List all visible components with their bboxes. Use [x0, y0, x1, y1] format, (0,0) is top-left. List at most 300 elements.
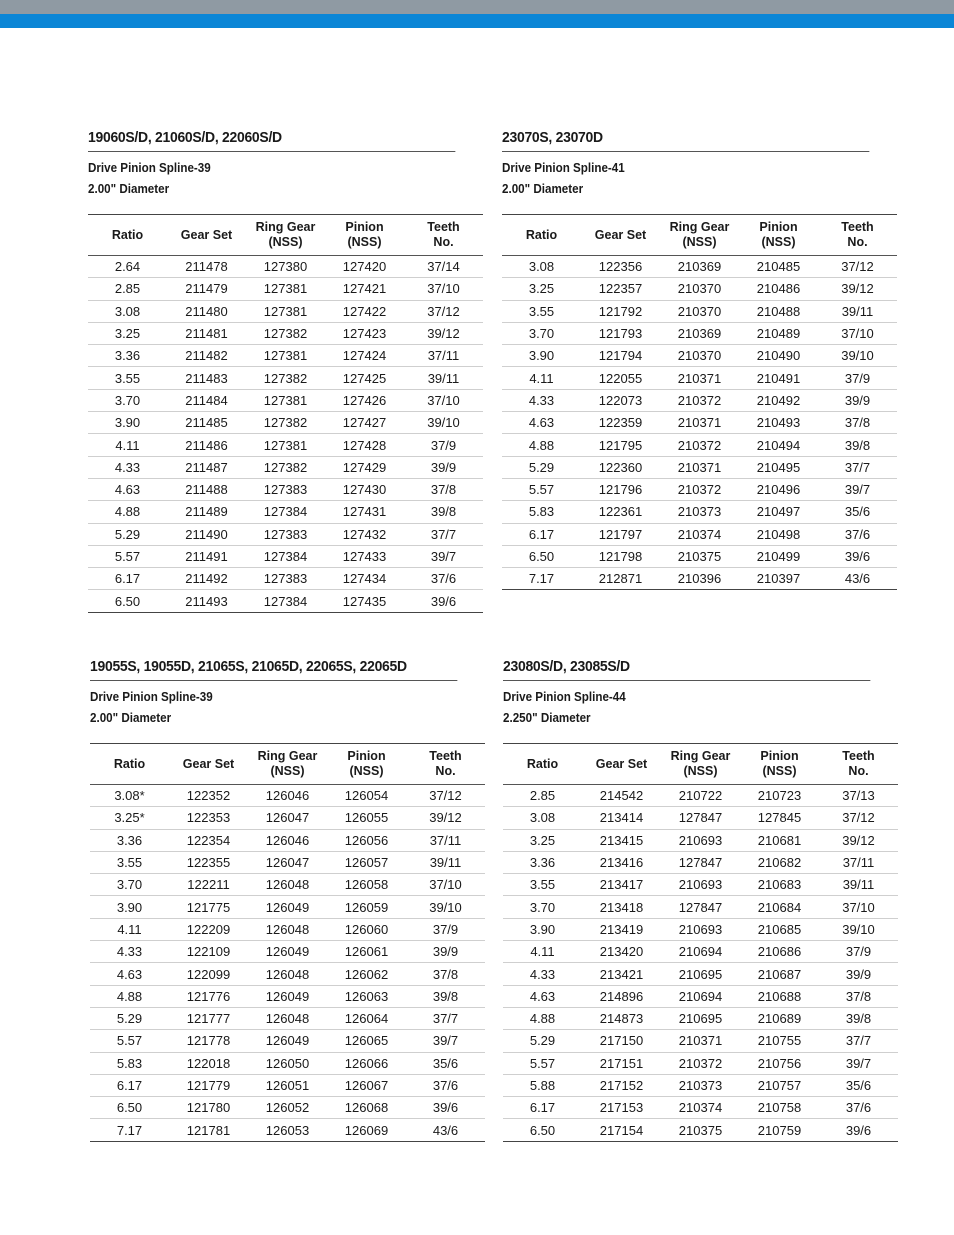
table-row [503, 985, 898, 1007]
table-row [90, 1007, 485, 1029]
gear-set-cell: 211479 [167, 278, 246, 300]
table-row [503, 829, 898, 851]
ring-gear-cell: 127384 [246, 545, 325, 567]
teeth-cell: 43/6 [432, 1122, 459, 1138]
teeth-cell: 37/7 [819, 1030, 898, 1052]
ring-gear-cell: 127384 [263, 593, 308, 609]
teeth-cell: 39/10 [404, 412, 483, 434]
ring-gear-cell: 210694 [661, 941, 740, 963]
spline-label: Drive Pinion Spline-41 [502, 161, 625, 175]
teeth-cell: 39/7 [818, 478, 897, 500]
table-row [502, 322, 897, 344]
table-row [502, 478, 897, 500]
table-row [90, 874, 485, 896]
gear-set-cell: 121797 [581, 523, 660, 545]
table-row [88, 389, 483, 411]
ring-gear-cell: 210693 [661, 918, 740, 940]
teeth-header: Teeth No. [819, 744, 898, 785]
table-row [502, 367, 897, 389]
ratio-cell: 3.90 [503, 918, 582, 940]
teeth-cell: 39/10 [818, 345, 897, 367]
pinion-cell: 210687 [740, 963, 819, 985]
teeth-cell: 37/6 [819, 1097, 898, 1119]
ratio-cell: 3.36 [503, 851, 582, 873]
ring-gear-cell: 127383 [246, 523, 325, 545]
ratio-cell: 3.36 [90, 829, 169, 851]
gear-set-cell: 122353 [169, 807, 248, 829]
gear-set-cell: 213416 [582, 851, 661, 873]
teeth-cell: 39/6 [845, 1122, 872, 1138]
section-title: 19060S/D, 21060S/D, 22060S/D [88, 127, 455, 152]
pinion-cell: 210684 [740, 896, 819, 918]
ratio-cell: 4.63 [88, 478, 167, 500]
table-row [502, 456, 897, 478]
gear-set-cell: 213414 [582, 807, 661, 829]
gear-set-cell: 122360 [581, 456, 660, 478]
gear-set-cell: 121792 [581, 300, 660, 322]
gear-section-1 [88, 127, 483, 613]
table-row [90, 1119, 485, 1141]
ratio-cell: 5.88 [503, 1074, 582, 1096]
ratio-cell: 4.88 [90, 985, 169, 1007]
ring-gear-cell: 210370 [660, 300, 739, 322]
pinion-cell: 210759 [757, 1122, 802, 1138]
table-row [502, 412, 897, 434]
gear-ratio-table [503, 743, 898, 1142]
table-row [88, 501, 483, 523]
ring-gear-cell: 210396 [677, 571, 722, 587]
table-row [88, 545, 483, 567]
table-row [88, 412, 483, 434]
table-row [88, 300, 483, 322]
ratio-cell: 4.11 [90, 918, 169, 940]
ring-gear-cell: 210369 [660, 256, 739, 278]
ring-gear-header: Ring Gear (NSS) [660, 215, 739, 256]
diameter-label: 2.00" Diameter [502, 182, 584, 196]
ring-gear-cell: 126048 [248, 963, 327, 985]
ring-gear-cell: 210371 [660, 456, 739, 478]
gear-set-cell: 211478 [167, 256, 246, 278]
pinion-cell: 127434 [325, 568, 404, 590]
teeth-cell: 37/7 [818, 456, 897, 478]
teeth-cell: 39/12 [406, 807, 485, 829]
ring-gear-cell: 126050 [248, 1052, 327, 1074]
gear-set-cell: 211491 [167, 545, 246, 567]
teeth-cell: 39/8 [819, 1007, 898, 1029]
table-row [503, 1074, 898, 1096]
teeth-cell: 37/8 [819, 985, 898, 1007]
ratio-cell: 5.29 [90, 1007, 169, 1029]
teeth-cell: 39/8 [404, 501, 483, 523]
gear-set-cell: 213415 [582, 829, 661, 851]
gear-set-cell: 122211 [169, 874, 248, 896]
ring-gear-cell: 126048 [248, 874, 327, 896]
ratio-header: Ratio [90, 744, 169, 785]
teeth-cell: 39/6 [406, 1097, 485, 1119]
ring-gear-cell: 210374 [660, 523, 739, 545]
ring-gear-cell: 126048 [248, 918, 327, 940]
teeth-cell: 39/8 [818, 434, 897, 456]
teeth-cell: 37/10 [818, 322, 897, 344]
ring-gear-cell: 126048 [248, 1007, 327, 1029]
table-row [90, 851, 485, 873]
teeth-cell: 39/9 [404, 456, 483, 478]
ratio-cell: 3.90 [502, 345, 581, 367]
ratio-cell: 6.17 [503, 1097, 582, 1119]
ratio-cell: 3.55 [503, 874, 582, 896]
table-header-row [503, 744, 898, 785]
pinion-cell: 127420 [325, 256, 404, 278]
ring-gear-cell: 127847 [661, 851, 740, 873]
teeth-cell: 37/6 [818, 523, 897, 545]
pinion-cell: 210682 [740, 851, 819, 873]
gear-ratio-table [88, 214, 483, 613]
ring-gear-cell: 210371 [661, 1030, 740, 1052]
gear-set-cell: 121780 [169, 1097, 248, 1119]
ratio-cell: 4.63 [503, 985, 582, 1007]
ring-gear-cell: 210693 [661, 829, 740, 851]
gear-set-cell: 122361 [581, 501, 660, 523]
teeth-header: Teeth No. [406, 744, 485, 785]
pinion-header: Pinion (NSS) [739, 215, 818, 256]
table-row [502, 568, 897, 590]
pinion-cell: 127421 [325, 278, 404, 300]
table-row [502, 345, 897, 367]
pinion-cell: 126067 [327, 1074, 406, 1096]
gear-set-cell: 121798 [581, 545, 660, 567]
pinion-cell: 126061 [327, 941, 406, 963]
ratio-cell: 6.17 [90, 1074, 169, 1096]
pinion-cell: 127845 [740, 807, 819, 829]
gear-set-cell: 217152 [582, 1074, 661, 1096]
teeth-cell: 37/12 [404, 300, 483, 322]
section-title: 23070S, 23070D [502, 127, 869, 152]
teeth-cell: 43/6 [844, 571, 871, 587]
ratio-cell: 3.70 [88, 389, 167, 411]
spline-label: Drive Pinion Spline-44 [503, 690, 626, 704]
pinion-cell: 127422 [325, 300, 404, 322]
diameter-label: 2.250" Diameter [503, 711, 591, 725]
teeth-cell: 39/11 [819, 874, 898, 896]
ring-gear-cell: 127847 [661, 807, 740, 829]
ratio-cell: 4.63 [502, 412, 581, 434]
ring-gear-cell: 210374 [661, 1097, 740, 1119]
gear-set-cell: 121781 [186, 1122, 231, 1138]
gear-set-cell: 214873 [582, 1007, 661, 1029]
pinion-cell: 126065 [327, 1030, 406, 1052]
pinion-cell: 126059 [327, 896, 406, 918]
ring-gear-cell: 210372 [660, 434, 739, 456]
gear-set-cell: 211480 [167, 300, 246, 322]
ratio-cell: 2.85 [503, 785, 582, 807]
ratio-cell: 3.70 [502, 322, 581, 344]
ring-gear-cell: 127381 [246, 389, 325, 411]
ring-gear-cell: 126053 [265, 1122, 310, 1138]
teeth-cell: 37/11 [404, 345, 483, 367]
teeth-cell: 39/9 [819, 963, 898, 985]
ring-gear-cell: 210372 [660, 389, 739, 411]
table-row [503, 1097, 898, 1119]
ring-gear-header: Ring Gear (NSS) [246, 215, 325, 256]
teeth-header: Teeth No. [404, 215, 483, 256]
gear-set-cell: 122099 [169, 963, 248, 985]
ratio-cell: 4.88 [503, 1007, 582, 1029]
table-row [88, 278, 483, 300]
table-row [503, 851, 898, 873]
pinion-header: Pinion (NSS) [325, 215, 404, 256]
gear-set-cell: 211481 [167, 322, 246, 344]
ring-gear-cell: 126052 [248, 1097, 327, 1119]
teeth-cell: 37/11 [819, 851, 898, 873]
ratio-header: Ratio [502, 215, 581, 256]
pinion-cell: 127429 [325, 456, 404, 478]
teeth-cell: 37/8 [406, 963, 485, 985]
gear-set-cell: 217154 [599, 1122, 644, 1138]
ratio-cell: 4.11 [502, 367, 581, 389]
gear-set-cell: 122352 [169, 785, 248, 807]
ratio-cell: 4.11 [88, 434, 167, 456]
gear-set-cell: 214542 [582, 785, 661, 807]
gear-set-cell: 213420 [582, 941, 661, 963]
ring-gear-header: Ring Gear (NSS) [248, 744, 327, 785]
ratio-cell: 4.88 [502, 434, 581, 456]
table-row [90, 829, 485, 851]
ring-gear-cell: 127381 [246, 345, 325, 367]
pinion-cell: 210758 [740, 1097, 819, 1119]
ratio-cell: 3.55 [88, 367, 167, 389]
pinion-cell: 126055 [327, 807, 406, 829]
pinion-cell: 127424 [325, 345, 404, 367]
ratio-cell: 5.29 [88, 523, 167, 545]
pinion-cell: 210493 [739, 412, 818, 434]
pinion-cell: 210496 [739, 478, 818, 500]
ratio-cell: 4.33 [503, 963, 582, 985]
gear-section-3 [90, 656, 485, 1142]
pinion-cell: 210494 [739, 434, 818, 456]
table-row [502, 278, 897, 300]
teeth-cell: 37/9 [404, 434, 483, 456]
ratio-header: Ratio [503, 744, 582, 785]
gear-set-cell: 121778 [169, 1030, 248, 1052]
header-band [0, 0, 954, 28]
gear-set-header: Gear Set [581, 215, 660, 256]
ratio-cell: 5.29 [502, 456, 581, 478]
teeth-cell: 37/12 [819, 807, 898, 829]
teeth-cell: 37/13 [819, 785, 898, 807]
gear-set-cell: 121793 [581, 322, 660, 344]
ratio-cell: 5.57 [502, 478, 581, 500]
table-row [90, 896, 485, 918]
ratio-cell: 5.57 [88, 545, 167, 567]
section-title: 19055S, 19055D, 21065S, 21065D, 22065S, 22065D [90, 656, 457, 681]
pinion-cell: 210686 [740, 941, 819, 963]
gear-set-cell: 211488 [167, 478, 246, 500]
ratio-cell: 5.83 [90, 1052, 169, 1074]
table-header-row [88, 215, 483, 256]
ratio-cell: 5.83 [502, 501, 581, 523]
table-row [90, 1074, 485, 1096]
gear-set-cell: 214896 [582, 985, 661, 1007]
ratio-cell: 4.11 [503, 941, 582, 963]
pinion-cell: 126056 [327, 829, 406, 851]
ring-gear-cell: 127382 [246, 412, 325, 434]
table-row [503, 963, 898, 985]
pinion-cell: 210723 [740, 785, 819, 807]
teeth-cell: 37/6 [406, 1074, 485, 1096]
pinion-cell: 126058 [327, 874, 406, 896]
ratio-cell: 2.85 [88, 278, 167, 300]
teeth-cell: 39/6 [818, 545, 897, 567]
ring-gear-cell: 127382 [246, 322, 325, 344]
section-title: 23080S/D, 23085S/D [503, 656, 870, 681]
gear-set-cell: 217153 [582, 1097, 661, 1119]
ring-gear-cell: 210371 [660, 367, 739, 389]
teeth-cell: 37/6 [404, 568, 483, 590]
table-row [90, 918, 485, 940]
table-row [503, 785, 898, 807]
teeth-cell: 39/6 [430, 593, 457, 609]
teeth-cell: 37/7 [404, 523, 483, 545]
ring-gear-cell: 126047 [248, 851, 327, 873]
gear-set-header: Gear Set [582, 744, 661, 785]
ratio-cell: 6.50 [502, 545, 581, 567]
ratio-cell: 5.57 [503, 1052, 582, 1074]
diameter-label: 2.00" Diameter [88, 182, 170, 196]
gear-set-cell: 213417 [582, 874, 661, 896]
table-row [503, 918, 898, 940]
ring-gear-cell: 210695 [661, 963, 740, 985]
ring-gear-cell: 210722 [661, 785, 740, 807]
teeth-cell: 37/9 [818, 367, 897, 389]
ratio-cell: 5.57 [90, 1030, 169, 1052]
gear-set-cell: 213419 [582, 918, 661, 940]
teeth-cell: 37/12 [818, 256, 897, 278]
pinion-cell: 127432 [325, 523, 404, 545]
ring-gear-cell: 210693 [661, 874, 740, 896]
table-row [502, 501, 897, 523]
gear-set-cell: 213418 [582, 896, 661, 918]
gear-set-cell: 212871 [598, 571, 643, 587]
gear-section-2 [502, 127, 897, 590]
pinion-cell: 210497 [739, 501, 818, 523]
pinion-cell: 126066 [327, 1052, 406, 1074]
table-row [502, 434, 897, 456]
ring-gear-cell: 126047 [248, 807, 327, 829]
table-row [90, 1097, 485, 1119]
ring-gear-cell: 210373 [660, 501, 739, 523]
ring-gear-cell: 127382 [246, 456, 325, 478]
gear-set-cell: 211483 [167, 367, 246, 389]
teeth-cell: 37/10 [404, 278, 483, 300]
gear-set-cell: 121775 [169, 896, 248, 918]
pinion-cell: 210491 [739, 367, 818, 389]
ratio-cell: 3.08 [88, 300, 167, 322]
table-row [88, 367, 483, 389]
pinion-cell: 127427 [325, 412, 404, 434]
teeth-cell: 39/7 [404, 545, 483, 567]
ring-gear-cell: 210371 [660, 412, 739, 434]
ratio-cell: 3.08* [90, 785, 169, 807]
teeth-cell: 39/12 [818, 278, 897, 300]
table-row [503, 1007, 898, 1029]
pinion-cell: 210755 [740, 1030, 819, 1052]
table-header-row [90, 744, 485, 785]
ring-gear-cell: 126046 [248, 785, 327, 807]
header-blue-stripe [0, 14, 954, 28]
pinion-cell: 126057 [327, 851, 406, 873]
pinion-cell: 210498 [739, 523, 818, 545]
table-row [503, 896, 898, 918]
gear-set-cell: 121779 [169, 1074, 248, 1096]
ring-gear-cell: 210372 [660, 478, 739, 500]
gear-set-cell: 122073 [581, 389, 660, 411]
gear-ratio-table [502, 214, 897, 590]
gear-set-cell: 121777 [169, 1007, 248, 1029]
table-row [90, 963, 485, 985]
teeth-cell: 37/14 [404, 256, 483, 278]
pinion-cell: 127425 [325, 367, 404, 389]
pinion-cell: 126060 [327, 918, 406, 940]
ring-gear-cell: 127381 [246, 300, 325, 322]
table-row [502, 523, 897, 545]
ratio-cell: 3.70 [503, 896, 582, 918]
teeth-cell: 37/9 [406, 918, 485, 940]
ratio-cell: 4.33 [502, 389, 581, 411]
pinion-cell: 210485 [739, 256, 818, 278]
gear-set-cell: 122359 [581, 412, 660, 434]
gear-set-cell: 211485 [167, 412, 246, 434]
teeth-cell: 39/11 [404, 367, 483, 389]
ratio-cell: 7.17 [116, 1122, 143, 1138]
table-row [503, 1052, 898, 1074]
ring-gear-cell: 210375 [678, 1122, 723, 1138]
ratio-cell: 3.25 [502, 278, 581, 300]
ratio-cell: 5.29 [503, 1030, 582, 1052]
teeth-cell: 39/9 [818, 389, 897, 411]
pinion-cell: 210683 [740, 874, 819, 896]
table-row [503, 941, 898, 963]
ratio-cell: 7.17 [528, 571, 555, 587]
spline-label: Drive Pinion Spline-39 [90, 690, 213, 704]
spline-label: Drive Pinion Spline-39 [88, 161, 211, 175]
ring-gear-cell: 127847 [661, 896, 740, 918]
ratio-cell: 6.17 [88, 568, 167, 590]
ratio-cell: 4.88 [88, 501, 167, 523]
ratio-cell: 3.08 [502, 256, 581, 278]
gear-set-cell: 122018 [169, 1052, 248, 1074]
gear-section-4 [503, 656, 898, 1142]
gear-set-cell: 217151 [582, 1052, 661, 1074]
ring-gear-cell: 127380 [246, 256, 325, 278]
ratio-cell: 3.25* [90, 807, 169, 829]
pinion-cell: 210689 [740, 1007, 819, 1029]
ratio-cell: 3.90 [88, 412, 167, 434]
table-row [88, 322, 483, 344]
ratio-cell: 4.63 [90, 963, 169, 985]
gear-set-cell: 122355 [169, 851, 248, 873]
ratio-cell: 6.50 [529, 1122, 556, 1138]
ring-gear-cell: 210370 [660, 345, 739, 367]
teeth-cell: 39/8 [406, 985, 485, 1007]
ratio-cell: 3.55 [502, 300, 581, 322]
pinion-cell: 127430 [325, 478, 404, 500]
table-row [88, 434, 483, 456]
teeth-header: Teeth No. [818, 215, 897, 256]
ratio-cell: 3.55 [90, 851, 169, 873]
ring-gear-cell: 126049 [248, 985, 327, 1007]
ratio-cell: 4.33 [90, 941, 169, 963]
teeth-cell: 35/6 [819, 1074, 898, 1096]
